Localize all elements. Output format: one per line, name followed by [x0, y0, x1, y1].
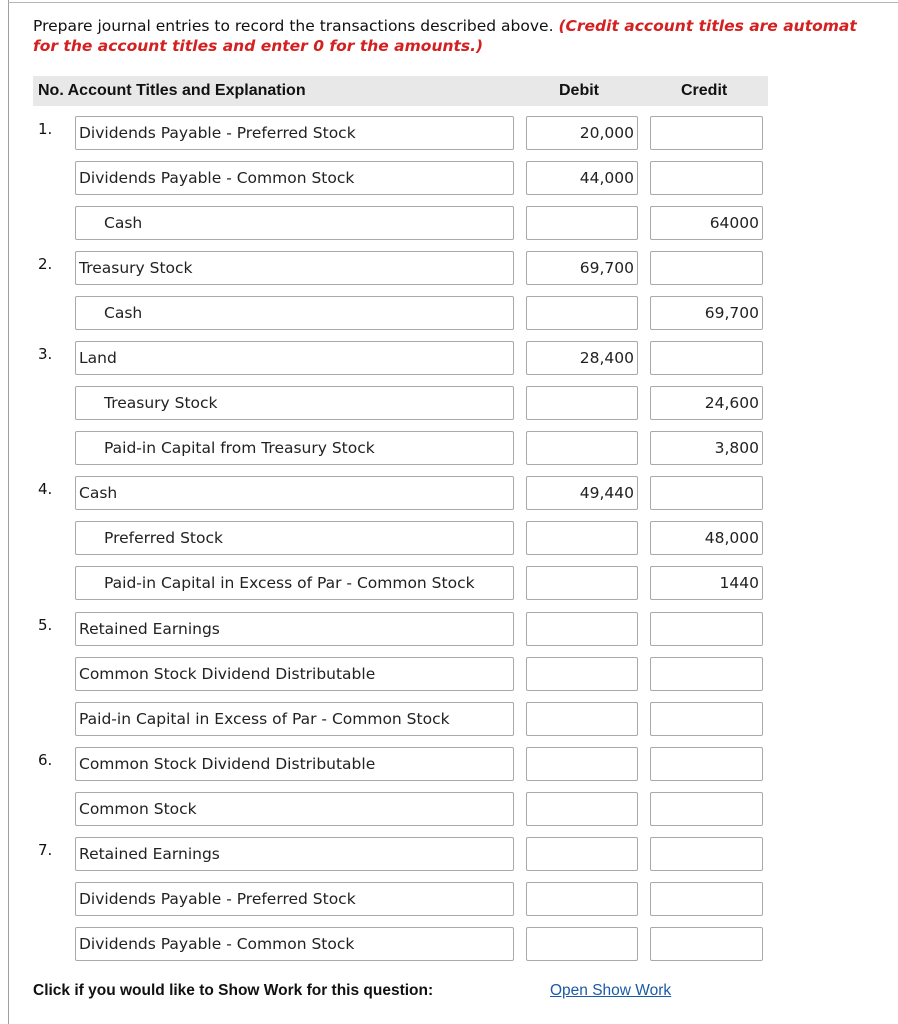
- show-work-prompt: Click if you would like to Show Work for this question:: [33, 982, 434, 999]
- debit-input[interactable]: [526, 566, 638, 600]
- debit-input[interactable]: 49,440: [526, 476, 638, 510]
- table-header: [33, 76, 768, 106]
- table-row: [0, 341, 898, 377]
- header-account-titles: No. Account Titles and Explanation: [38, 82, 306, 99]
- table-row: [0, 521, 898, 557]
- account-title-input[interactable]: Cash: [75, 476, 514, 510]
- credit-input[interactable]: 1440: [650, 566, 763, 600]
- debit-input[interactable]: [526, 702, 638, 736]
- credit-input[interactable]: 24,600: [650, 386, 763, 420]
- entry-number: 6.: [38, 751, 53, 769]
- table-row: [0, 566, 898, 602]
- open-show-work-link[interactable]: Open Show Work: [550, 982, 672, 999]
- debit-input[interactable]: [526, 521, 638, 555]
- entry-number: 4.: [38, 480, 53, 498]
- table-row: [0, 476, 898, 512]
- instructions-text: Prepare journal entries to record the transactions described above.: [33, 17, 559, 35]
- table-row: [0, 747, 898, 783]
- credit-input[interactable]: 69,700: [650, 296, 763, 330]
- table-row: [0, 251, 898, 287]
- table-row: [0, 206, 898, 242]
- top-border: [8, 2, 898, 3]
- table-row: [0, 431, 898, 467]
- account-title-input[interactable]: Paid-in Capital from Treasury Stock: [75, 431, 514, 465]
- debit-input[interactable]: [526, 882, 638, 916]
- account-title-input[interactable]: Cash: [75, 206, 514, 240]
- table-row: [0, 296, 898, 332]
- table-row: [0, 116, 898, 152]
- account-title-input[interactable]: Dividends Payable - Common Stock: [75, 927, 514, 961]
- table-row: [0, 882, 898, 918]
- debit-input[interactable]: [526, 296, 638, 330]
- account-title-input[interactable]: Retained Earnings: [75, 612, 514, 646]
- debit-input[interactable]: [526, 206, 638, 240]
- table-row: [0, 702, 898, 738]
- account-title-input[interactable]: Dividends Payable - Preferred Stock: [75, 882, 514, 916]
- debit-input[interactable]: [526, 612, 638, 646]
- debit-input[interactable]: 20,000: [526, 116, 638, 150]
- table-row: [0, 612, 898, 648]
- debit-input[interactable]: [526, 431, 638, 465]
- credit-input[interactable]: [650, 476, 763, 510]
- account-title-input[interactable]: Paid-in Capital in Excess of Par - Common Stock: [75, 702, 514, 736]
- credit-input[interactable]: [650, 341, 763, 375]
- table-row: [0, 657, 898, 693]
- entry-number: 2.: [38, 255, 53, 273]
- account-title-input[interactable]: Retained Earnings: [75, 837, 514, 871]
- entry-number: 5.: [38, 616, 53, 634]
- account-title-input[interactable]: Treasury Stock: [75, 251, 514, 285]
- instructions-note-2: for the account titles and enter 0 for the amounts.): [33, 37, 484, 55]
- account-title-input[interactable]: Dividends Payable - Preferred Stock: [75, 116, 514, 150]
- instructions-note-1: (Credit account titles are automat: [558, 17, 857, 35]
- account-title-input[interactable]: Common Stock: [75, 792, 514, 826]
- account-title-input[interactable]: Cash: [75, 296, 514, 330]
- credit-input[interactable]: [650, 161, 763, 195]
- credit-input[interactable]: 48,000: [650, 521, 763, 555]
- entry-number: 1.: [38, 120, 53, 138]
- table-row: [0, 161, 898, 197]
- account-title-input[interactable]: Common Stock Dividend Distributable: [75, 747, 514, 781]
- credit-input[interactable]: [650, 792, 763, 826]
- credit-input[interactable]: 3,800: [650, 431, 763, 465]
- debit-input[interactable]: [526, 657, 638, 691]
- account-title-input[interactable]: Dividends Payable - Common Stock: [75, 161, 514, 195]
- table-row: [0, 927, 898, 963]
- credit-input[interactable]: [650, 837, 763, 871]
- credit-input[interactable]: [650, 116, 763, 150]
- credit-input[interactable]: [650, 612, 763, 646]
- debit-input[interactable]: 69,700: [526, 251, 638, 285]
- table-row: [0, 837, 898, 873]
- account-title-input[interactable]: Preferred Stock: [75, 521, 514, 555]
- debit-input[interactable]: [526, 837, 638, 871]
- account-title-input[interactable]: Paid-in Capital in Excess of Par - Common Stock: [75, 566, 514, 600]
- account-title-input[interactable]: Common Stock Dividend Distributable: [75, 657, 514, 691]
- credit-input[interactable]: [650, 702, 763, 736]
- table-row: [0, 386, 898, 422]
- header-credit: Credit: [681, 82, 728, 99]
- credit-input[interactable]: [650, 747, 763, 781]
- table-row: [0, 792, 898, 828]
- debit-input[interactable]: 28,400: [526, 341, 638, 375]
- entry-number: 7.: [38, 841, 53, 859]
- debit-input[interactable]: 44,000: [526, 161, 638, 195]
- credit-input[interactable]: 64000: [650, 206, 763, 240]
- header-debit: Debit: [559, 82, 599, 99]
- account-title-input[interactable]: Land: [75, 341, 514, 375]
- debit-input[interactable]: [526, 747, 638, 781]
- entry-number: 3.: [38, 345, 53, 363]
- debit-input[interactable]: [526, 927, 638, 961]
- credit-input[interactable]: [650, 927, 763, 961]
- debit-input[interactable]: [526, 792, 638, 826]
- credit-input[interactable]: [650, 657, 763, 691]
- debit-input[interactable]: [526, 386, 638, 420]
- credit-input[interactable]: [650, 882, 763, 916]
- account-title-input[interactable]: Treasury Stock: [75, 386, 514, 420]
- credit-input[interactable]: [650, 251, 763, 285]
- instructions: [33, 16, 898, 56]
